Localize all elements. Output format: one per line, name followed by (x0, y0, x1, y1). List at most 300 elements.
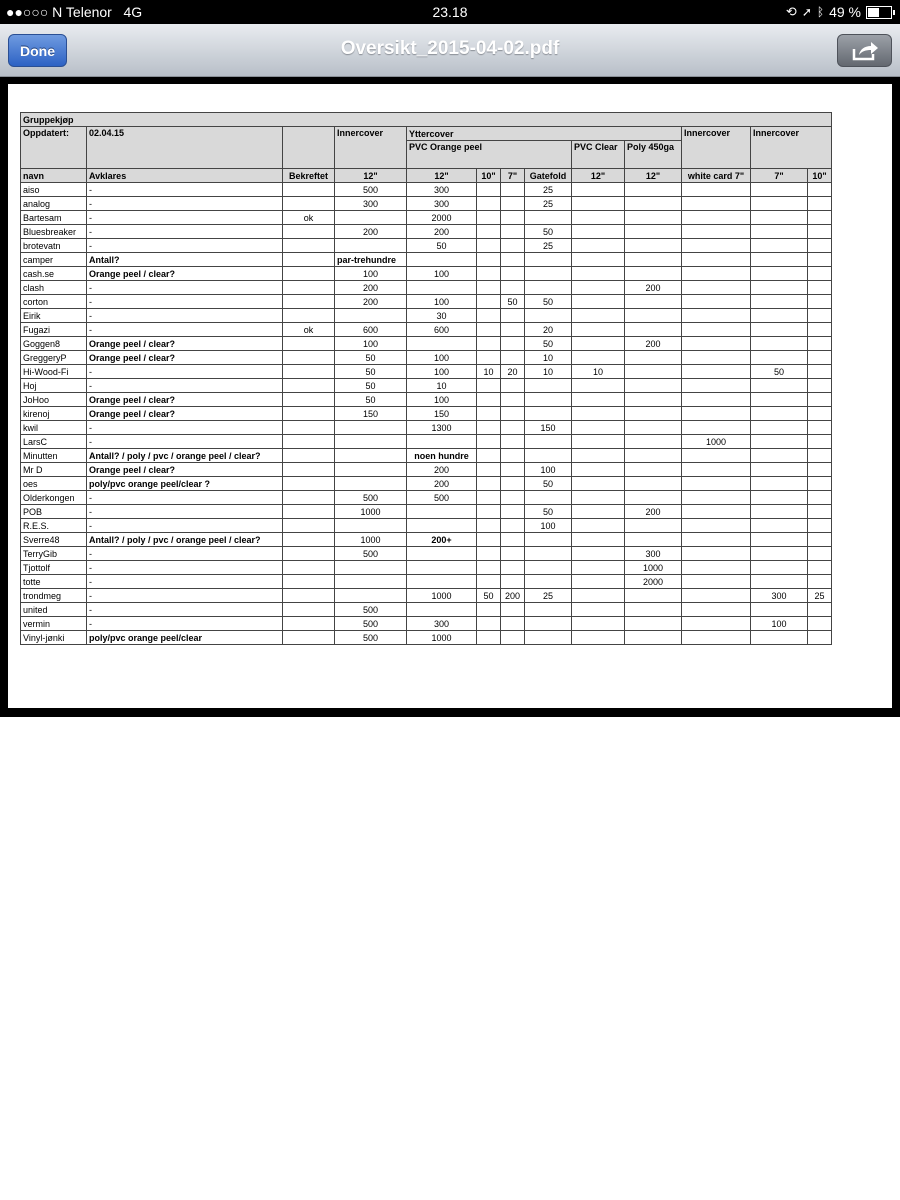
table-row (21, 309, 832, 323)
table-cell (477, 603, 501, 617)
table-cell: - (87, 281, 283, 295)
table-cell (808, 449, 832, 463)
table-cell (407, 603, 477, 617)
table-row (21, 365, 832, 379)
table-cell (477, 253, 501, 267)
table-cell (501, 421, 525, 435)
table-cell (501, 631, 525, 645)
table-row (21, 225, 832, 239)
table-cell (682, 589, 751, 603)
table-cell: - (87, 617, 283, 631)
name-cell: GreggeryP (21, 351, 87, 365)
table-cell (682, 337, 751, 351)
table-cell (572, 183, 625, 197)
table-cell (682, 225, 751, 239)
table-cell (283, 533, 335, 547)
table-cell (525, 211, 572, 225)
table-cell (682, 281, 751, 295)
table-cell (682, 491, 751, 505)
column-header: 10" (808, 169, 832, 183)
table-cell (751, 393, 808, 407)
table-cell (407, 547, 477, 561)
table-row (21, 463, 832, 477)
table-row (21, 561, 832, 575)
table-cell (501, 463, 525, 477)
table-cell (525, 533, 572, 547)
name-cell: cash.se (21, 267, 87, 281)
table-cell (477, 267, 501, 281)
name-cell: Eirik (21, 309, 87, 323)
table-cell (625, 309, 682, 323)
table-cell: 100 (407, 351, 477, 365)
table-cell (477, 505, 501, 519)
table-cell (751, 323, 808, 337)
table-cell (808, 281, 832, 295)
table-cell (682, 239, 751, 253)
table-cell: - (87, 435, 283, 449)
table-cell (625, 421, 682, 435)
table-cell (572, 463, 625, 477)
table-cell (477, 183, 501, 197)
table-cell (625, 449, 682, 463)
table-cell: Orange peel / clear? (87, 351, 283, 365)
table-cell (625, 197, 682, 211)
table-cell: 2000 (625, 575, 682, 589)
table-cell (407, 253, 477, 267)
clock: 23.18 (432, 4, 468, 20)
table-cell (477, 393, 501, 407)
group-innercover-2: Innercover (682, 127, 751, 169)
table-cell: 200 (407, 225, 477, 239)
table-cell (751, 379, 808, 393)
table-cell (572, 435, 625, 449)
table-cell (808, 477, 832, 491)
table-cell (682, 449, 751, 463)
table-cell: - (87, 183, 283, 197)
table-cell (525, 309, 572, 323)
table-cell (572, 575, 625, 589)
bluetooth-icon: ᛒ (816, 5, 825, 19)
table-cell: 300 (407, 617, 477, 631)
table-cell: 50 (525, 295, 572, 309)
table-row (21, 239, 832, 253)
name-cell: kwil (21, 421, 87, 435)
name-cell: aiso (21, 183, 87, 197)
table-cell: ok (283, 323, 335, 337)
column-header-row (21, 169, 832, 183)
table-cell (477, 519, 501, 533)
table-cell: - (87, 589, 283, 603)
table-cell: - (87, 561, 283, 575)
table-cell (572, 533, 625, 547)
lock-rotation-icon: ⟲ (785, 4, 797, 19)
table-cell (525, 435, 572, 449)
table-cell (477, 561, 501, 575)
table-row (21, 491, 832, 505)
table-row (21, 267, 832, 281)
table-cell: 25 (525, 589, 572, 603)
table-cell (808, 617, 832, 631)
table-cell (625, 617, 682, 631)
table-cell (682, 561, 751, 575)
table-cell (501, 449, 525, 463)
table-cell (808, 519, 832, 533)
name-cell: Hi-Wood-Fi (21, 365, 87, 379)
table-cell: 200 (625, 505, 682, 519)
table-cell (501, 477, 525, 491)
table-cell: 100 (525, 463, 572, 477)
table-cell: 100 (525, 519, 572, 533)
table-cell (477, 239, 501, 253)
column-header: navn (21, 169, 87, 183)
table-cell (283, 421, 335, 435)
table-cell (335, 421, 407, 435)
table-row (21, 519, 832, 533)
table-cell (682, 547, 751, 561)
table-cell: Orange peel / clear? (87, 463, 283, 477)
table-cell (525, 393, 572, 407)
table-row (21, 379, 832, 393)
share-icon (851, 41, 879, 61)
table-cell: 100 (407, 393, 477, 407)
column-header: white card 7" (682, 169, 751, 183)
table-cell (625, 407, 682, 421)
name-cell: TerryGib (21, 547, 87, 561)
table-cell (682, 407, 751, 421)
table-cell (682, 197, 751, 211)
table-cell (407, 435, 477, 449)
table-cell (751, 351, 808, 365)
table-row (21, 295, 832, 309)
battery-icon (866, 6, 892, 19)
table-cell (525, 617, 572, 631)
name-cell: camper (21, 253, 87, 267)
table-row (21, 211, 832, 225)
table-cell (572, 211, 625, 225)
table-cell (407, 281, 477, 295)
table-cell (751, 519, 808, 533)
table-cell (477, 435, 501, 449)
table-cell (572, 505, 625, 519)
table-cell (751, 575, 808, 589)
table-cell (283, 491, 335, 505)
name-cell: Fugazi (21, 323, 87, 337)
table-cell: 150 (335, 407, 407, 421)
spreadsheet-table (20, 112, 832, 645)
table-cell (751, 407, 808, 421)
table-cell (751, 631, 808, 645)
table-cell (572, 295, 625, 309)
table-cell: 10 (572, 365, 625, 379)
table-cell (477, 463, 501, 477)
table-cell (283, 435, 335, 449)
name-cell: brotevatn (21, 239, 87, 253)
updated-label: Oppdatert: (21, 127, 87, 169)
table-cell (283, 337, 335, 351)
table-cell (751, 533, 808, 547)
table-cell: - (87, 239, 283, 253)
table-cell (501, 435, 525, 449)
table-cell (808, 197, 832, 211)
table-cell (501, 323, 525, 337)
table-cell: 300 (751, 589, 808, 603)
table-cell: 25 (525, 239, 572, 253)
table-cell (283, 589, 335, 603)
table-cell (283, 365, 335, 379)
name-cell: Vinyl-jønki (21, 631, 87, 645)
table-cell (625, 589, 682, 603)
table-cell (572, 631, 625, 645)
column-header: 7" (501, 169, 525, 183)
table-cell (682, 631, 751, 645)
table-cell (501, 281, 525, 295)
table-cell: 50 (335, 365, 407, 379)
table-cell (335, 561, 407, 575)
name-cell: Sverre48 (21, 533, 87, 547)
table-cell: - (87, 547, 283, 561)
table-cell (335, 589, 407, 603)
table-cell: 30 (407, 309, 477, 323)
table-cell (808, 365, 832, 379)
table-cell (808, 295, 832, 309)
share-button[interactable] (837, 34, 892, 67)
table-cell (501, 225, 525, 239)
group-innercover: Innercover (335, 127, 407, 169)
table-cell (283, 575, 335, 589)
name-cell: oes (21, 477, 87, 491)
table-cell (283, 617, 335, 631)
column-header: Bekreftet (283, 169, 335, 183)
column-header: 10" (477, 169, 501, 183)
table-cell: 10 (525, 351, 572, 365)
table-cell (808, 407, 832, 421)
table-cell (625, 435, 682, 449)
table-cell (682, 393, 751, 407)
column-header: Gatefold (525, 169, 572, 183)
column-header: 12" (572, 169, 625, 183)
navigation-bar (0, 24, 900, 77)
table-cell (477, 575, 501, 589)
table-cell (625, 463, 682, 477)
table-cell: 200 (335, 225, 407, 239)
table-row (21, 589, 832, 603)
table-cell (682, 211, 751, 225)
table-cell (572, 561, 625, 575)
table-cell (682, 477, 751, 491)
table-cell (525, 253, 572, 267)
table-cell (808, 561, 832, 575)
table-cell (572, 547, 625, 561)
name-cell: Mr D (21, 463, 87, 477)
table-cell (501, 575, 525, 589)
table-cell (808, 631, 832, 645)
table-cell (283, 281, 335, 295)
table-cell (808, 435, 832, 449)
table-cell: 600 (335, 323, 407, 337)
name-cell: totte (21, 575, 87, 589)
table-cell (477, 351, 501, 365)
table-cell: - (87, 309, 283, 323)
table-cell (407, 561, 477, 575)
table-cell (501, 239, 525, 253)
table-cell (407, 505, 477, 519)
table-cell (808, 421, 832, 435)
table-cell (751, 309, 808, 323)
table-cell (501, 407, 525, 421)
name-cell: LarsC (21, 435, 87, 449)
table-cell: par-trehundre (335, 253, 407, 267)
table-cell (625, 477, 682, 491)
table-row (21, 533, 832, 547)
table-cell (572, 407, 625, 421)
table-cell (283, 253, 335, 267)
table-cell (477, 337, 501, 351)
table-cell (283, 183, 335, 197)
table-cell: 10 (477, 365, 501, 379)
table-cell (751, 463, 808, 477)
table-cell: 1000 (407, 631, 477, 645)
table-cell (477, 211, 501, 225)
table-cell: 300 (407, 183, 477, 197)
table-cell: 20 (501, 365, 525, 379)
table-cell (808, 533, 832, 547)
table-cell (751, 477, 808, 491)
table-cell (625, 225, 682, 239)
name-cell: Goggen8 (21, 337, 87, 351)
table-cell (501, 393, 525, 407)
table-cell (335, 463, 407, 477)
table-cell: 50 (501, 295, 525, 309)
table-cell (477, 533, 501, 547)
table-cell (625, 519, 682, 533)
table-cell (808, 505, 832, 519)
table-cell: 2000 (407, 211, 477, 225)
table-cell: 20 (525, 323, 572, 337)
table-cell (625, 323, 682, 337)
table-cell (682, 575, 751, 589)
table-cell: - (87, 323, 283, 337)
table-cell: 200 (625, 337, 682, 351)
table-cell (751, 561, 808, 575)
table-cell (501, 197, 525, 211)
table-cell (682, 267, 751, 281)
table-cell (625, 533, 682, 547)
table-cell (572, 351, 625, 365)
table-row (21, 407, 832, 421)
table-cell (751, 435, 808, 449)
table-cell: 1000 (335, 533, 407, 547)
battery-fill (868, 8, 879, 17)
table-cell (477, 309, 501, 323)
table-cell (283, 239, 335, 253)
table-cell (682, 617, 751, 631)
table-cell (625, 183, 682, 197)
table-cell: 500 (335, 617, 407, 631)
table-row (21, 617, 832, 631)
sheet-title-row (21, 113, 832, 127)
table-cell (751, 197, 808, 211)
done-button[interactable]: Done (8, 34, 67, 67)
table-cell: 500 (335, 491, 407, 505)
battery-percent: 49 % (829, 4, 861, 20)
table-cell (682, 533, 751, 547)
table-cell (682, 351, 751, 365)
table-cell (751, 253, 808, 267)
table-cell (525, 631, 572, 645)
updated-value: 02.04.15 (87, 127, 283, 169)
table-cell (572, 491, 625, 505)
table-cell: 200 (407, 463, 477, 477)
table-cell: 1300 (407, 421, 477, 435)
table-cell (283, 351, 335, 365)
table-cell (751, 239, 808, 253)
table-cell (682, 519, 751, 533)
table-cell (625, 295, 682, 309)
table-cell (808, 463, 832, 477)
name-cell: united (21, 603, 87, 617)
table-cell: 200+ (407, 533, 477, 547)
table-cell (335, 477, 407, 491)
table-cell: Orange peel / clear? (87, 267, 283, 281)
table-cell: 500 (407, 491, 477, 505)
status-icons (786, 0, 892, 24)
table-cell: 100 (407, 295, 477, 309)
table-cell: - (87, 421, 283, 435)
table-cell (572, 519, 625, 533)
table-cell: 300 (407, 197, 477, 211)
table-cell: Orange peel / clear? (87, 393, 283, 407)
table-cell (283, 547, 335, 561)
table-cell (751, 295, 808, 309)
name-cell: Hoj (21, 379, 87, 393)
table-cell (625, 253, 682, 267)
table-cell (335, 449, 407, 463)
table-cell (625, 239, 682, 253)
table-cell: 1000 (682, 435, 751, 449)
column-header: Avklares (87, 169, 283, 183)
table-cell (572, 379, 625, 393)
group-yttercover: Yttercover (407, 127, 682, 141)
table-cell: poly/pvc orange peel/clear ? (87, 477, 283, 491)
table-cell: - (87, 225, 283, 239)
name-cell: analog (21, 197, 87, 211)
name-cell: R.E.S. (21, 519, 87, 533)
table-cell (572, 225, 625, 239)
table-cell: 500 (335, 603, 407, 617)
table-cell (751, 211, 808, 225)
table-cell: 100 (335, 267, 407, 281)
table-cell (808, 337, 832, 351)
table-cell: 500 (335, 183, 407, 197)
table-cell (751, 281, 808, 295)
table-row (21, 351, 832, 365)
table-row (21, 281, 832, 295)
table-cell: 150 (525, 421, 572, 435)
table-cell (682, 463, 751, 477)
table-cell (751, 505, 808, 519)
table-cell (682, 365, 751, 379)
table-cell: Orange peel / clear? (87, 337, 283, 351)
table-cell: 25 (525, 183, 572, 197)
name-cell: Bartesam (21, 211, 87, 225)
table-cell (751, 267, 808, 281)
table-cell (477, 421, 501, 435)
table-cell (751, 183, 808, 197)
table-row (21, 337, 832, 351)
table-cell (682, 505, 751, 519)
table-row (21, 505, 832, 519)
name-cell: Tjottolf (21, 561, 87, 575)
